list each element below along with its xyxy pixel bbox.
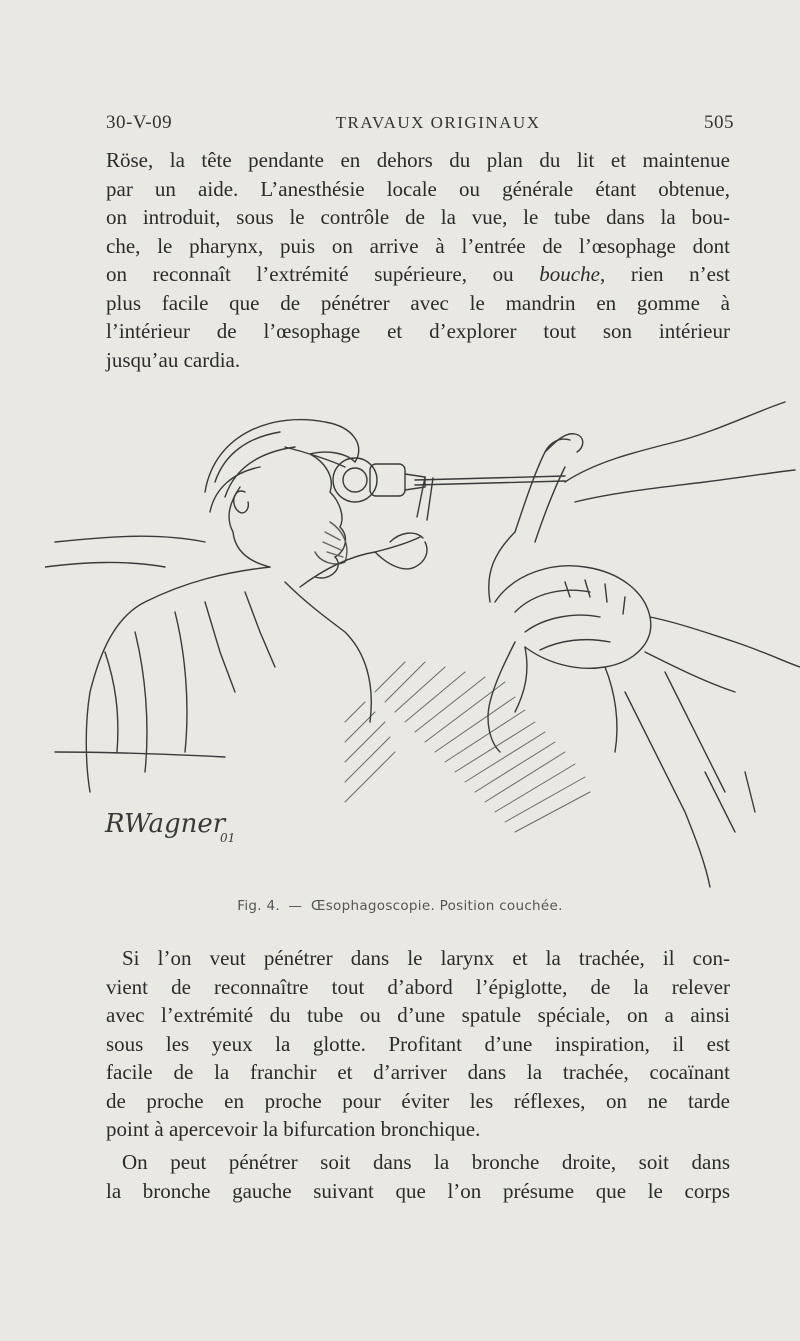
paragraph-3 (106, 1148, 730, 1205)
header-title: TRAVAUX ORIGINAUX (335, 113, 541, 132)
text-fragment: , rien n’est (599, 262, 731, 286)
text-line: plus facile que de pénétrer avec le mandrin en gomme à (106, 290, 730, 315)
italic-word: bouche (539, 262, 600, 286)
text-fragment: on reconnaît l’extrémité supérieure, ou (106, 262, 514, 286)
text-line: la bronche gauche suivant que l’on présume que le corps (106, 1178, 730, 1203)
text-line: avec l’extrémité du tube ou d’une spatule spéciale, on a ainsi (106, 1003, 730, 1027)
text-line: on introduit, sous le contrôle de la vue, le tube dans la bou- (106, 205, 730, 229)
paragraph-1 (106, 146, 730, 374)
caption-dash: — (288, 898, 303, 914)
text-line: point à apercevoir la bifurcation bronchique. (106, 1117, 481, 1141)
text-line: vient de reconnaître tout d’abord l’épiglotte, de la relever (106, 974, 730, 999)
running-header (106, 112, 734, 134)
text-line: jusqu’au cardia. (106, 347, 241, 372)
paragraph-2 (106, 944, 730, 1144)
patient-head (495, 566, 651, 669)
text-line: che, le pharynx, puis on arrive à l’entrée de l’œsophage dont (106, 233, 730, 258)
text-line: Röse, la tête pendante en dehors du plan du lit et maintenue (106, 148, 730, 172)
surgeon-arm (300, 537, 420, 587)
page-number: 505 (704, 112, 734, 133)
assistant-arm (515, 439, 570, 532)
surgeon-face (310, 454, 345, 578)
signature-year: 01 (220, 831, 236, 845)
esophagoscope-tube (415, 476, 565, 485)
surgeon-coat (86, 567, 270, 792)
text-line (106, 260, 730, 289)
figure-caption (0, 898, 800, 914)
text-line: Si l’on veut pénétrer dans le larynx et la trachée, il con- (122, 946, 730, 970)
text-line: par un aide. L’anesthésie locale ou générale étant obtenue, (106, 176, 730, 201)
text-line: de proche en proche pour éviter les réflexes, on ne tarde (106, 1088, 730, 1113)
lamp-cylinder (370, 464, 405, 496)
patient-body (565, 402, 785, 482)
text-line: facile de la franchir et d’arriver dans la trachée, cocaïnant (106, 1060, 730, 1084)
text-line: On peut pénétrer soit dans la bronche droite, soit dans (122, 1150, 730, 1174)
caption-figure-number: Fig. 4. (237, 898, 280, 914)
header-date: 30-V-09 (106, 112, 173, 133)
assistant-hand (488, 642, 515, 752)
text-line: l’intérieur de l’œsophage et d’explorer tout son intérieur (106, 319, 730, 343)
caption-text: Œsophagoscopie. Position couchée. (310, 898, 563, 914)
illustration-esophagoscopy (45, 392, 800, 892)
background-hatching (345, 662, 590, 832)
text-line: sous les yeux la glotte. Profitant d’une inspiration, il est (106, 1031, 730, 1056)
artist-signature: RWagner (105, 809, 226, 839)
